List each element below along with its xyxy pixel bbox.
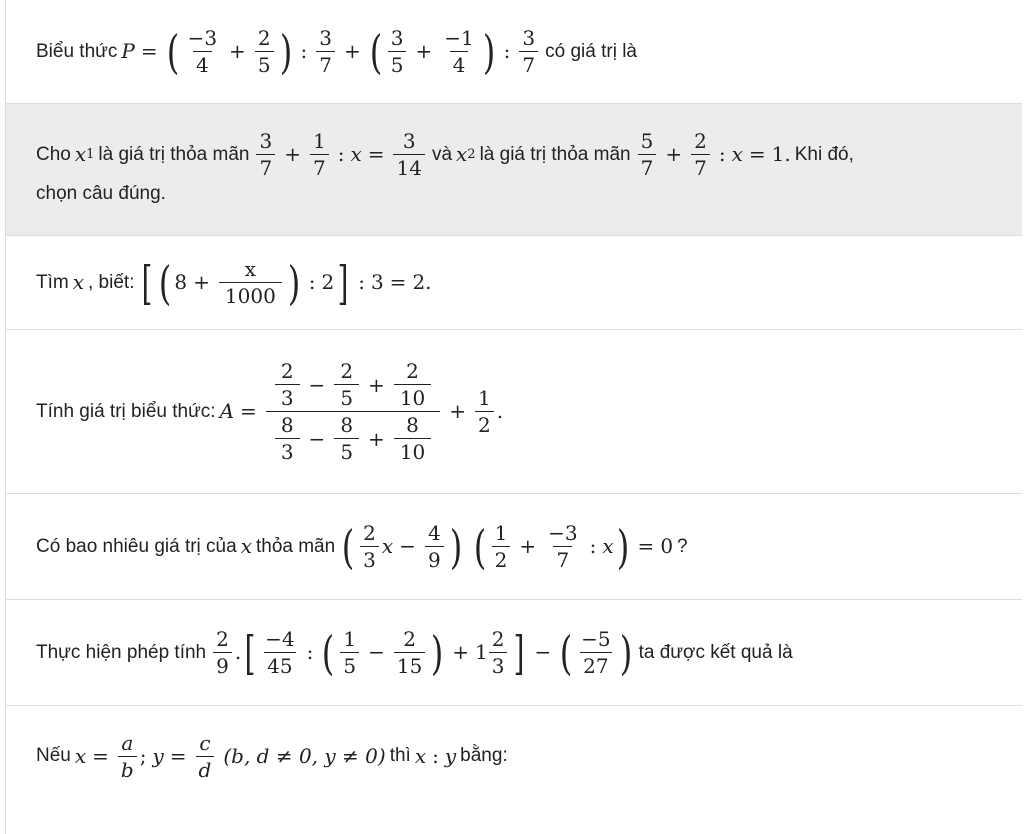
question-text (36, 24, 637, 79)
text: và (431, 144, 453, 166)
math-expression: x (72, 270, 84, 294)
math-op: = (140, 39, 158, 63)
math-expression: x (240, 534, 252, 558)
math-op: + (343, 39, 361, 63)
text: Nếu (36, 745, 71, 767)
math-expression (121, 24, 541, 79)
text: là giá trị thỏa mãn (479, 144, 631, 166)
paren: ( (166, 24, 179, 79)
question-text (36, 130, 854, 208)
text: Khi đó, (794, 144, 854, 166)
text: chọn câu đúng. (36, 183, 166, 205)
math-expression: x 2 (456, 142, 476, 167)
math-expression: x : y (414, 743, 457, 768)
fraction: $\frac{3}{14}$ (393, 130, 424, 179)
math-expression: [ ( 8 + $\frac{x}{1000}$ ) : 2 ] : 3 = 2. (142, 255, 432, 310)
fraction: $\frac{5}{7}$ (638, 130, 657, 179)
question-text (36, 360, 507, 463)
text: , biết: (88, 271, 135, 293)
text: ? (677, 535, 688, 557)
question-item[interactable] (6, 104, 1022, 236)
paren: ) (482, 24, 495, 79)
text: Cho (36, 144, 71, 166)
question-text (36, 519, 688, 574)
text: thỏa mãn (255, 535, 336, 557)
math-expression: A = $\frac{2}{3}$ − $\frac{2}{5}$ + $\frac{2}{10}$ $\frac{8}{3}$ − $\frac{8}{5}$ + $\frac{8}{10}$ + $\frac{1}{2}$ . (219, 359, 504, 464)
fraction: $\frac{3}{5}$ (388, 27, 407, 76)
question-text (36, 625, 793, 680)
math-expression: $\frac{3}{7}$ + $\frac{1}{7}$ : x = $\frac{3}{14}$ (253, 130, 427, 179)
text: Tìm (36, 271, 69, 293)
math-var: P (121, 39, 135, 63)
text: Có bao nhiêu giá trị của (36, 535, 237, 557)
question-item[interactable] (6, 706, 1022, 806)
text: Biểu thức (36, 40, 118, 62)
question-item[interactable] (6, 236, 1022, 330)
paren: ) (279, 24, 292, 79)
fraction: $\frac{1}{7}$ (310, 130, 329, 179)
math-expression: x 1 (74, 142, 95, 167)
text: bằng: (460, 745, 508, 767)
math-expression: x = $\frac{a}{b}$ ; y = $\frac{c}{d}$ (b, d ≠ 0, y ≠ 0) (74, 730, 386, 782)
fraction: $\frac{-1}{4}$ (444, 26, 474, 77)
question-item[interactable] (6, 0, 1022, 104)
fraction: $\frac{3}{7}$ (256, 130, 275, 179)
question-item[interactable] (6, 494, 1022, 600)
paren: ( (369, 24, 383, 79)
question-item[interactable] (6, 330, 1022, 494)
text: là giá trị thỏa mãn (98, 144, 250, 166)
question-text (36, 255, 436, 310)
math-expression: $\frac{5}{7}$ + $\frac{2}{7}$ : x = 1. (635, 130, 791, 179)
fraction: $\frac{1}{2}$ (475, 387, 494, 436)
fraction: $\frac{3}{7}$ (316, 27, 335, 76)
question-text (36, 732, 508, 781)
fraction: $\frac{x}{1000}$ (219, 258, 282, 307)
compound-fraction: $\frac{2}{3}$ − $\frac{2}{5}$ + $\frac{2}{10}$ $\frac{8}{3}$ − $\frac{8}{5}$ + $\frac{8}{10}$ (266, 360, 440, 463)
math-op: : (300, 39, 308, 63)
text: Thực hiện phép tính (36, 641, 207, 663)
fraction: $\frac{2}{7}$ (691, 130, 710, 179)
fraction: $\frac{-3}{4}$ (187, 26, 218, 77)
fraction: $\frac{2}{5}$ (255, 27, 274, 76)
math-expression: $\frac{2}{9}$ . [ $\frac{-4}{45}$ : ( $\frac{1}{5}$ − $\frac{2}{15}$ ) + 1 $\frac{2}{3}$ ] − ( $\frac{-5}{27}$ ) (210, 628, 634, 677)
text: thì (389, 745, 411, 767)
text: có giá trị là (545, 40, 637, 62)
text: Tính giá trị biểu thức: (36, 400, 216, 422)
math-op: : (503, 39, 511, 63)
math-expression: ( $\frac{2}{3}$ x − $\frac{4}{9}$ ) ( $\frac{1}{2}$ + $\frac{-3}{7}$ : x ) = 0 (341, 519, 674, 574)
question-item[interactable] (6, 600, 1022, 706)
fraction: $\frac{3}{7}$ (519, 27, 538, 76)
math-op: + (415, 39, 433, 63)
math-op: + (229, 39, 246, 63)
text: ta được kết quả là (638, 641, 793, 663)
